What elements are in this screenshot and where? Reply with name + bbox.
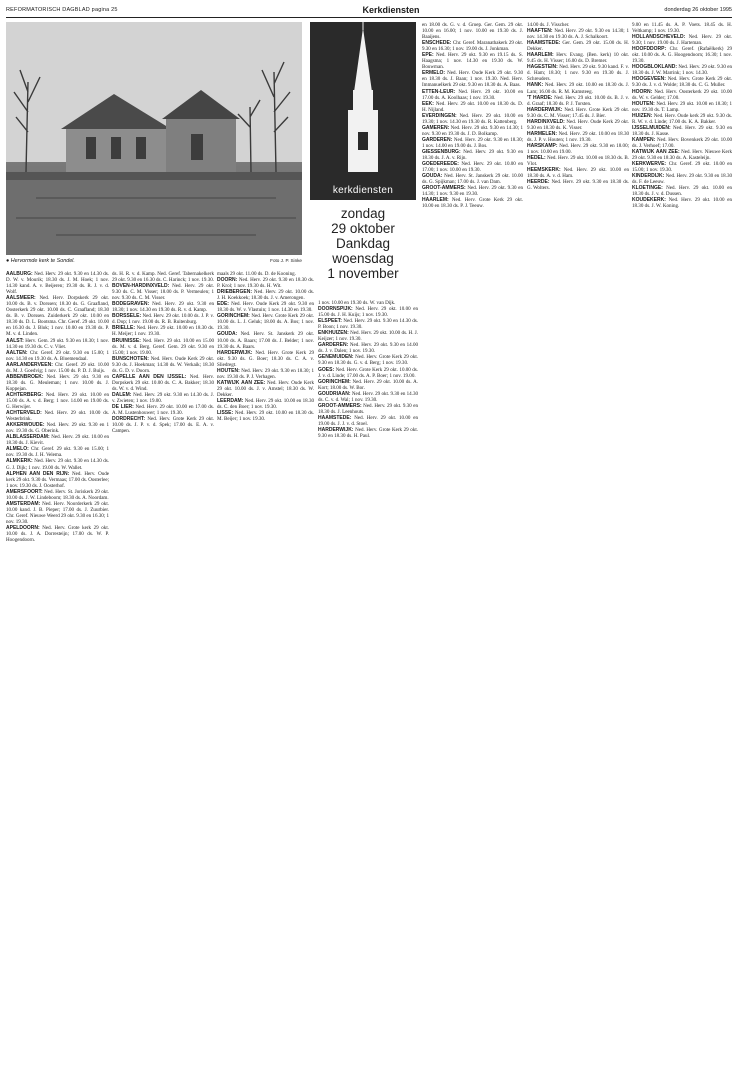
service-details: Ned. Herv. 29 okt. 10.00 en 15.00 ds. J. H. Kuijs; 1 nov. 19.30. (318, 306, 418, 319)
listing-entry (422, 101, 523, 113)
service-details: Ned. Herv. 29 okt. 10.00 en 18.30 ds. M. Beijer; 1 nov. 19.30. (217, 410, 314, 423)
listing-entry (632, 161, 732, 173)
listing-entry (632, 46, 732, 64)
page-header (6, 4, 732, 16)
banner-dark-panel (310, 22, 416, 200)
service-details: 1 nov. 10.00 en 19.30 ds. W. van Dijk. (318, 300, 396, 306)
place-name: DORDRECHT: (112, 416, 146, 423)
listing-entry (318, 391, 418, 403)
listing-entry (217, 277, 314, 289)
caption-text: ● Hervormde kerk te Sondel. (6, 258, 75, 264)
listing-column-5 (422, 22, 523, 1062)
newspaper-name: REFORMATORISCH DAGBLAD pagina 25 (6, 7, 118, 13)
banner-line-2: 29 oktober (331, 221, 395, 236)
service-details: Ned. Herv. 29 okt. 9.30 kand. F. v. d. Ham; 18.30; 1 nov. 9.30 en 19.30 ds. J. Schreuders. (527, 64, 629, 83)
listing-entry (6, 489, 109, 501)
service-details: Ned. Herv. 29 okt. 10.00 en 17.00 ds. A. Koolhaas; 1 nov. 19.30. (422, 88, 523, 101)
service-details: Chr. Geref. 29 okt. 9.30 en 15.00; 1 nov. 19.30 ds. J. H. Velema. (6, 446, 109, 459)
listing-entry (527, 52, 629, 64)
service-details: ds. H. R. v. d. Kamp. Ned. Geref. Tabernakelkerk 29 okt. 9.30 en 16.30 ds. C. Harinck; 1 nov. 19.30. (112, 271, 214, 284)
listing-entry (527, 167, 629, 179)
place-name: EPE: (422, 52, 434, 59)
place-name: GARDEREN: (318, 342, 349, 349)
banner-line-1: zondag (340, 206, 386, 221)
listing-entry (422, 173, 523, 185)
service-details: Herv. Evang. (Ben. kerk) 10 okt. 9.45 ds. H. Visser; 16.00 ds. D. Bremer. (527, 52, 629, 65)
service-details: Ned. Herv. Grote Kerk 29 okt. 10.00 ds. J. P. v. d. Spek; 17.00 ds. E. A. v. Campen. (112, 416, 214, 435)
listing-column-2 (112, 271, 214, 1061)
service-details: Ned. Herv. Grote Kerk 29 okt. 10.00 ds. J. v. d. Linde; 17.00 ds. A. P. Boer; 1 nov. 19.00. (318, 366, 418, 379)
service-details: Ned. Herv. 29 okt. 10.00 en 18.30 ds. A. v. d. Ham. (527, 167, 629, 180)
listing-entry (6, 501, 109, 525)
photo-caption (6, 258, 302, 266)
listing-entry (422, 125, 523, 137)
service-details: Ned. Herv. Dorpskerk 29 okt. 10.00 ds. C. A. Bakker; 18.30 ds. W. v. d. Wind. (112, 373, 214, 392)
place-name: DOORN: (217, 277, 238, 284)
place-name: BRUINISSE: (112, 337, 141, 344)
listing-entry (527, 143, 629, 155)
place-name: LISSE: (217, 410, 234, 417)
service-details: Ned. Herv. 29 okt. 10.00 ds. Westerbrink. (6, 410, 109, 423)
place-name: ENKHUIZEN: (318, 330, 349, 337)
listing-column-3 (217, 271, 314, 1061)
place-name: 'T HARDE: (527, 94, 553, 101)
service-details: Ned. Herv. Oude kerk 29 okt. 9.30 ds. R. W. v. d. Linde; 17.00 ds. K. A. Bakker. (632, 112, 732, 125)
place-name: GOUDRIAAN: (318, 390, 351, 397)
service-details: Ned. Herv. 29 okt. 9.30 en 18.30 ds. J. Leenhouts. (318, 402, 418, 415)
service-details: Ned. Herv. Oude Kerk 29 okt. 9.30 en 18.30 ds. W. v. Vlastuin; 1 nov. 14.30 en 19.30. (217, 301, 314, 314)
listing-entry (6, 422, 109, 434)
place-name: KAMPEN: (632, 136, 656, 143)
listing-entry (422, 185, 523, 197)
listing-entry (422, 137, 523, 149)
place-name: GARDEREN: (422, 136, 453, 143)
place-name: ELSPEET: (318, 318, 342, 325)
place-name: DOORNSPIJK: (318, 306, 353, 313)
service-details: 14.00 ds. J. Visscher. (527, 22, 570, 28)
listing-entry (112, 392, 214, 404)
listing-entry (112, 356, 214, 374)
service-details: Ned. Herv. Grote Kerk 29 okt. 10.00 ds. L. J. Geluk; 18.00 ds. A. Bos; 1 nov. 19.30. (217, 313, 314, 332)
listing-entry (6, 374, 109, 392)
place-name: DE LIER: (112, 404, 134, 411)
listing-entry (527, 64, 629, 82)
listing-entry (632, 185, 732, 197)
place-name: GAMEREN: (422, 124, 450, 131)
listing-entry (217, 398, 314, 410)
listing-entry (632, 125, 732, 137)
place-name: HOOFDDORP: (632, 46, 667, 53)
service-details: maals 29 okt. 11.00 ds. D. de Kooning. (217, 271, 296, 277)
service-details: Ned. Herv. Oosterkerk 29 okt. 10.00 ds. W. v. Gelder; 17.00. (632, 88, 732, 101)
listing-entry (112, 325, 214, 337)
service-details: Ned. Herv. 29 okt. 10.00 en 18.30 ds. J. Kievit. (6, 434, 109, 447)
service-details: Ned. Herv. 29 okt. 10.00 en 18.30 ds. D. H. Nijland. (422, 100, 523, 113)
service-details: Ned. Herv. 29 okt. 9.30 en 14.30 ds. P. Boon; 1 nov. 19.30. (318, 318, 418, 331)
listing-entry (112, 301, 214, 313)
banner-dates (310, 200, 416, 281)
listing-entry (6, 525, 109, 543)
place-name: KERKWERVE: (632, 161, 667, 168)
service-details: Ned. Herv. Nieuwe Kerk 29 okt. 9.30 en 18.30 ds. A. Kasteleijn. (632, 148, 732, 162)
listing-entry (318, 403, 418, 415)
listing-entry (318, 306, 418, 318)
service-details: Ned. Herv. 29 okt. 9.30 en 18.30 ds. F. de Leeuw. (632, 173, 732, 186)
service-details: Ned. Herv. 29 okt. 9.30 en 14.00 ds. J. v. Dalen; 1 nov. 19.30. (318, 342, 418, 355)
service-details: Ned. Herv. 29 okt. 9.30 en 18.30; 1 nov. 14.30 en 19.30 ds. R. v. d. Kamp. (112, 301, 214, 314)
place-name: GOUDA: (217, 331, 238, 338)
place-name: IJSSELMUIDEN: (632, 124, 671, 131)
listing-entry (6, 471, 109, 489)
listing-entry (527, 82, 629, 94)
place-name: BRIELLE: (112, 325, 136, 332)
service-details: Ned. Herv. 29 okt. 9.30 en 14.30; 1 nov. 14.30 en 19.30 ds. A. J. Schalkoort. (527, 28, 629, 41)
banner-line-4: woensdag (332, 251, 394, 266)
service-details: Ned. Herv. 29 okt. 10.00 ds. A. Kort; 18.00 ds. W. Bor. (318, 378, 418, 391)
service-details: Ned. Herv. 29 okt. 10.00 en 18.30 ds. C. den Boer; 1 nov. 19.30. (217, 397, 314, 411)
listing-entry (6, 434, 109, 446)
listing-entry (632, 149, 732, 161)
listing-entry (318, 427, 418, 439)
listing-entry (217, 350, 314, 368)
place-name: HARDINXVELD: (527, 118, 565, 125)
service-details: Ned. Herv. 29 okt. 9.30 en 18.30 ds. G. Meuleman; 1 nov. 10.00 ds. J. Koppejan. (6, 373, 109, 392)
service-details: Ned. Herv. 29 okt. 9.30 en 18.30 ds. J. A. v. Rijn. (422, 148, 523, 162)
place-name: AMERSFOORT: (6, 488, 43, 495)
place-name: AALBURG: (6, 271, 33, 277)
place-name: HANK: (527, 82, 544, 89)
service-details: Ned. Herv. 29 okt. 10.00 ds. J. H. Koekkoek; 18.30 ds. J. v. Amerongen. (217, 289, 314, 302)
listing-entry (422, 113, 523, 125)
service-details: Ned. Herv. 29 okt. 9.30 en 14.30 ds. J. v. Zwieten; 1 nov. 19.00. (112, 391, 214, 404)
place-name: HARMELEN: (527, 130, 557, 137)
place-name: HAARLEM: (527, 52, 554, 59)
place-name: HOUTEN: (632, 100, 655, 107)
place-name: ACHTERBERG: (6, 391, 43, 398)
place-name: HEEMSKERK: (527, 167, 561, 174)
place-name: HAGESTEIN: (527, 64, 558, 71)
service-details: Ned. Herv. Grote Kerk 29 okt. 9.30 en 18.30 ds. G. v. d. Berg; 1 nov. 19.30. (318, 354, 418, 367)
listing-entry (6, 350, 109, 362)
listing-entry (112, 404, 214, 416)
listing-entry (217, 380, 314, 398)
place-name: AALTEN: (6, 349, 28, 356)
place-name: HEERDE: (527, 179, 550, 186)
service-details: Ned. Herv. 29 okt. 10.00 en 15.00 ds. M. v. d. Berg. Geref. Gem. 29 okt. 9.30 en 15.00; 1 nov. 19.00. (112, 337, 214, 356)
listing-entry (422, 161, 523, 173)
place-name: KINDERDIJK: (632, 173, 665, 180)
service-details: Ned. Herv. 29 okt. 9.30 en 14.30; 1 nov. 9.30 en 19.30 ds. J. D. Bolkamp. (422, 124, 523, 137)
place-name: ETTEN-LEUR: (422, 88, 456, 95)
place-name: HOORN: (632, 88, 653, 95)
listing-entry (527, 155, 629, 167)
listing-entry (422, 52, 523, 70)
service-details: Ned. Herv. 29 okt. 10.00 en 19.30; 1 nov. 14.30 en 19.30 ds. R. Kattenberg. (422, 112, 523, 125)
service-details: Ned. Herv. 29 okt. 10.00 en 19.00 ds. J. J. v. d. Stoel. (318, 414, 418, 427)
place-name: ALMKERK: (6, 458, 33, 465)
listing-entry (6, 338, 109, 350)
listing-entry (318, 367, 418, 379)
service-details: Ned. Herv. 29 okt. 9.30 en 14.30; 1 nov. 9.30 en 19.30. (422, 185, 523, 198)
service-details: Chr. Geref. (Rafaëlkerk) 29 okt. 10.00 ds. A. G. Hoogendoorn; 16.30; 1 nov. 19.30. (632, 46, 732, 65)
church-silhouette-icon (310, 22, 416, 200)
place-name: KLOETINGE: (632, 185, 663, 192)
place-name: ALPHEN AAN DEN RIJN: (6, 470, 70, 477)
place-name: GORINCHEM: (217, 313, 250, 320)
listing-entry (527, 131, 629, 143)
listing-entry (6, 362, 109, 374)
service-details: Ned. Herv. 29 okt. 9.30 en 18.30 ds. P. Krol; 1 nov. 19.30 ds. H. Wit. (217, 277, 314, 290)
listing-entry (112, 338, 214, 356)
service-details: 9.00 en 11.45 ds. A. P. Voets. 18.45 ds. H. Veltkamp; 1 nov. 19.30. (632, 22, 732, 35)
service-details: Ned. Herv. 29 okt. 10.00 en 18.30 ds. J. W. Koning. (632, 197, 732, 210)
place-name: HAAFTEN: (527, 28, 553, 35)
service-details: Ned. Herv. Grote Kerk 29 okt. 9.30 ds. C. M. Visser; 17.45 ds. J. Bier. (527, 106, 629, 119)
photo-credit: Foto J. P. Sinke (270, 258, 302, 263)
service-details: Ned. Herv. 29 okt. 9.30 en 14.30 ds. D. W. v. Mourik; 18.30 ds. J. M. Hoek; 1 nov. 14.30 kand. A. v. Beijeren; 19.30 ds. R. J. v. d. Wolf. (6, 271, 109, 296)
service-details: Ned. Herv. 29 okt. 9.30 en 18.00; 1 nov. 10.00 en 19.00. (527, 142, 629, 155)
listing-entry (217, 289, 314, 301)
listing-entry (112, 283, 214, 301)
listing-entry (112, 416, 214, 434)
place-name: HOLLANDSCHEVELD: (632, 34, 686, 41)
banner-title: kerkdiensten (332, 185, 394, 196)
issue-date: donderdag 26 oktober 1995 (664, 7, 732, 13)
service-details: Chr. Geref. 29 okt. 9.30 en 15.00; 1 nov. 14.30 en 19.30 ds. A. Bloemendaal. (6, 349, 109, 362)
listing-entry (422, 149, 523, 161)
service-details: Ned. Herv. 29 okt. 9.30 en 14.30 ds. G. J. Dijk; 1 nov. 19.00 ds. W. Wallet. (6, 458, 109, 471)
service-details: en 18.00 ds. G. v. d. Groep. Ger. Gem. 29 okt. 10.00 en 16.00; 1 nov. 10.00 en 19.30 ds. J. Baaijens. (422, 22, 523, 41)
place-name: ALBLASSERDAM: (6, 434, 50, 441)
place-name: DRIEBERGEN: (217, 289, 253, 296)
listing-entry (632, 34, 732, 46)
service-details: Chr. Geref. 29 okt. 10.00 en 15.00; 1 nov. 19.30. (632, 161, 732, 174)
service-details: Ned. Herv. Oude Kerk 29 okt. 9.30 en 18.30 ds. J. Baan; 1 nov. 19.30. Ned. Herv. Immanuelkerk 29 okt. 9.30 en 18.30 ds. A. Baas. (422, 70, 523, 89)
listing-entry (422, 40, 523, 52)
service-details: Ned. Herv. 29 okt. 9.30 en 18.30 ds. J. Kasse. (632, 124, 732, 137)
church-photo (6, 22, 302, 255)
place-name: GOEDEREEDE: (422, 161, 459, 168)
service-details: Ned. Herv. 29 okt. 9.30 en 14.30 ds. C. v. d. Wal; 1 nov. 19.30. (318, 390, 418, 403)
place-name: APELDOORN: (6, 524, 40, 531)
place-name: EDE: (217, 301, 229, 308)
place-name: HARDERWIJK: (527, 106, 563, 113)
place-name: ALMELO: (6, 446, 29, 453)
place-name: ENSCHEDE: (422, 40, 452, 47)
service-details: Ned. Herv. Oude kerk 29 okt. 9.30 ds. Vermaas; 17.00 ds. Oosterlee; 1 nov. 19.30 ds. J. Oosterhof. (6, 470, 109, 489)
listing-entry (632, 101, 732, 113)
listing-entry (318, 318, 418, 330)
place-name: HAAMSTEDE: (318, 414, 352, 421)
service-details: Ned. Herv. Dorpskerk 29 okt. 10.00 ds. B. v. Dorssen; 18.30 ds. G. Graafland, Oosterkerk 29 okt. 10.00 ds. C. Graafland; 18.30 ds. B. v. Dorssen. Zuiderkerk 29 okt. 10.00 en 18.30 ds. D. L. Bootsma. Chr. Geref. 29 okt. 10.00 en 16.30 ds. J. Blok; 1 nov. 10.00 en 19.30 ds. P. M. v. d. Linden. (6, 295, 109, 338)
listing-entry (318, 415, 418, 427)
place-name: GENEMUIDEN: (318, 354, 354, 361)
service-details: Chr. Geref. 29 okt. 10.00 ds. M. J. Goedvig; 1 nov. 15.00 ds. P. D. J. Buijs. (6, 361, 109, 374)
listing-entry (6, 410, 109, 422)
listing-entry (632, 22, 732, 34)
place-name: AALSMEER: (6, 295, 36, 302)
listing-entry (112, 271, 214, 283)
service-details: Ned. Herv. 29 okt. 10.00 ds. H. J. Keijzer; 1 nov. 19.30. (318, 330, 418, 343)
place-name: HUIZEN: (632, 112, 653, 119)
service-details: Ned. Herv. 29 okt. 9.30 en 18.30 ds. J. W. Marrink; 1 nov. 14.30. (632, 64, 732, 77)
listing-entry (632, 89, 732, 101)
listing-entry (318, 342, 418, 354)
place-name: GORINCHEM: (318, 378, 351, 385)
listing-column-7 (632, 22, 732, 1062)
listing-entry (422, 89, 523, 101)
listing-entry (6, 446, 109, 458)
place-name: CAPELLE AAN DEN IJSSEL: (112, 373, 187, 380)
place-name: HARDERWIJK: (217, 349, 253, 356)
listing-entry (217, 301, 314, 313)
service-details: Ned. Herv. 29 okt. 10.00 en 18.30 ds. J. Lam; 16.00 ds. R. M. Kamsteeg. (527, 82, 629, 95)
church-illustration (6, 22, 302, 255)
service-details: Herv. Gem. 29 okt. 9.30 en 18.30; 1 nov. 14.30 en 19.30 ds. C. v. Vliet. (6, 337, 109, 350)
service-details: Ned. Herv. Grote Kerk 29 okt. 9.30 ds. J. v. d. Wolde; 18.30 ds. C. G. Muller. (632, 76, 732, 89)
place-name: AARLANDERVEEN: (6, 361, 53, 368)
place-name: ACHTERVELD: (6, 410, 42, 417)
service-details: Ned. Herv. 29 okt. 9.30 en 19.15 ds. S. Haagsma; 1 nov. 14.30 en 19.30 ds. W. Bouwman. (422, 52, 523, 71)
service-details: Ned. Herv. Grote kerk 29 okt. 10.00 ds. J. A. Dorresteijn; 17.00 ds. W. P. Hoogendoorn. (6, 524, 109, 544)
service-details: Ned. Herv. Oude Kerk 29 okt. 9.30 ds. J. Hoekman; 14.30 ds. W. Verkaik; 18.30 ds. G. D. v. Doorn. (112, 355, 214, 374)
listing-entry (217, 313, 314, 331)
listing-entry (422, 197, 523, 209)
listing-column-1 (6, 271, 109, 1061)
listing-entry (632, 137, 732, 149)
place-name: GOES: (318, 366, 335, 373)
listing-entry (112, 374, 214, 392)
banner-line-5: 1 november (327, 266, 399, 281)
service-details: Ned. Herv. 29 okt. 10.00 en 15.00 ds. A. v. d. Berg; 1 nov. 14.00 en 19.00 ds. G. Herwijer. (6, 391, 109, 411)
place-name: HOUTEN: (217, 367, 240, 374)
listing-entry (217, 410, 314, 422)
place-name: GOUDA: (422, 173, 443, 180)
service-details: Ned. Herv. Oude Kerk 29 okt. 10.00 ds. J. v. Amstel; 18.30 ds. W. Dekker. (217, 379, 314, 398)
listing-entry (318, 330, 418, 342)
service-details: Ned. Herv. 29 okt. 10.00 en 18.30 ds. J. P. v. Houten; 1 nov. 19.30. (527, 130, 629, 143)
listing-entry (527, 119, 629, 131)
listing-entry (6, 458, 109, 470)
service-details: Ned. Herv. 29 okt. 10.00 en 18.30 ds. B. Vlot. (527, 155, 629, 168)
place-name: HOOGBLOKLAND: (632, 64, 677, 71)
place-name: AMSTERDAM: (6, 500, 41, 507)
kerkdiensten-banner (310, 22, 416, 294)
listing-entry (632, 173, 732, 185)
service-details: Chr. Geref. Maranathakerk 29 okt. 9.30 en 16.30; 1 nov. 19.00 ds. J. Jonkman. (422, 40, 523, 53)
service-details: Ned. Herv. 29 okt. 10.00 ds. J. P. v. d. Dop; 1 nov. 19.00 ds. R. B. Ruitenburg. (112, 313, 214, 326)
service-details: Ned. Herv. St. Joriskerk 29 okt. 10.00 ds. J. W. Lindeboom; 18.30 ds. A. Noordam. (6, 488, 109, 501)
place-name: HARDERWIJK: (318, 426, 354, 433)
service-details: Ned. Herv. 29 okt. 9.30 en 18.30; 1 nov. 19.30 ds. P. J. Verhagen. (217, 367, 314, 380)
place-name: HOOGEVEEN: (632, 76, 666, 83)
place-name: LEERDAM: (217, 397, 244, 404)
service-details: Ned. Herv. St. Janskerk 29 okt. 10.00 ds. A. Baars; 17.00 ds. J. Belder; 1 nov. 19.30 ds. A. Baars. (217, 331, 314, 350)
header-rule (6, 17, 732, 18)
listing-entry (632, 76, 732, 88)
service-details: Ned. Herv. 29 okt. 9.30 en 18.30 ds. G. Wolters. (527, 179, 629, 192)
service-details: Ned. Herv. 29 okt. 10.00 en 18.30 ds. J. v. d. Dussen. (632, 185, 732, 198)
service-details: Ned. Herv. 29 okt. 9.30 ds. C. M. Visser; 18.00 ds. P. Vermeulen; 1 nov. 9.30 ds. C. M. Visser. (112, 283, 214, 302)
listing-entry (632, 197, 732, 209)
listing-entry (527, 107, 629, 119)
service-details: Ned. Herv. 29 okt. 9.30 en 18.30; 1 nov. 14.00 en 19.00 ds. J. Bos. (422, 136, 523, 149)
listing-entry (318, 379, 418, 391)
place-name: GIESSENBURG: (422, 148, 461, 155)
listing-entry (112, 313, 214, 325)
place-name: EEK: (422, 100, 434, 107)
listing-entry (527, 40, 629, 52)
place-name: ABBENBROEK: (6, 373, 44, 380)
listing-entry (422, 22, 523, 40)
section-title: Kerkdiensten (362, 5, 420, 15)
place-name: AALST: (6, 337, 24, 344)
service-details: Ned. Herv. 29 okt. 10.00 en 17.00 ds. A. M. Lustenhouwer; 1 nov. 19.30. (112, 404, 214, 417)
service-details: Ned. Herv. Grote Kerk 29 okt. 9.30 ds. G. Boer; 18.30 ds. C. A. v. Sliedregt. (217, 349, 314, 368)
place-name: BODEGRAVEN: (112, 301, 150, 308)
banner-line-3: Dankdag (335, 236, 391, 251)
service-details: Ned. Herv. 29 okt. 10.00 en 18.30; 1 nov. 19.30 ds. T. Lamp. (632, 100, 732, 113)
listing-entry (217, 331, 314, 349)
place-name: HAAMSTEDE: (527, 40, 561, 47)
service-details: Ned. Herv. Grote Kerk 29 okt. 9.30 en 18.30 ds. H. Paul. (318, 426, 418, 440)
service-details: Ger. Gem. 29 okt. 15.00 ds. H. Dekker. (527, 40, 629, 53)
service-details: Ned. Herv. Noorderkerk 29 okt. 10.00 kand. J. B. Pieper; 17.00 ds. J. Zuurbier. Chr. Geref. Nieuwe Weerd 29 okt. 9.30 en 16.30; 1 nov. 19.30. (6, 500, 109, 525)
service-details: Ned. Herv. Bovenkerk 29 okt. 10.00 ds. J. Verhoef; 17.00. (632, 136, 732, 149)
service-details: Ned. Herv. St. Janskerk 29 okt. 10.00 ds. G. Spijkman; 17.00 ds. J. van Dam. (422, 173, 523, 186)
listing-entry (527, 179, 629, 191)
place-name: BOVEN-HARDINXVELD: (112, 283, 170, 290)
listing-column-4 (318, 300, 418, 1060)
place-name: HAARLEM: (422, 197, 449, 204)
caption-label: Hervormde kerk te Sondel. (10, 258, 75, 264)
listing-entry (632, 113, 732, 125)
service-details: Ned. Herv. Oude Kerk 29 okt. 9.30 en 18.30 ds. K. Visser. (527, 118, 629, 131)
service-details: Ned. Herv. 29 okt. 9.30; 1 nov. 19.00 ds. J. Harteman. (632, 34, 732, 47)
service-details: Ned. Herv. 29 okt. 9.30 en 1 nov. 19.30 ds. G. Oberink. (6, 422, 109, 435)
place-name: HEDEL: (527, 155, 546, 162)
listing-column-6 (527, 22, 629, 1062)
service-details: Ned. Herv. 29 okt. 10.00 ds. B. J. v. d. Graaf; 18.30 ds. P. J. Torsten. (527, 94, 629, 107)
service-details: Ned. Herv. 29 okt. 10.00 en 17.00; 1 nov. 10.00 en 19.30. (422, 161, 523, 174)
place-name: KATWIJK AAN ZEE: (217, 379, 266, 386)
listing-entry (6, 295, 109, 337)
listing-entry (6, 392, 109, 410)
listing-entry (318, 354, 418, 366)
place-name: KATWIJK AAN ZEE: (632, 148, 680, 155)
place-name: GROOT-AMMERS: (318, 402, 362, 409)
listing-entry (527, 95, 629, 107)
listing-entry (422, 70, 523, 88)
place-name: EVERDINGEN: (422, 112, 457, 119)
place-name: KOUDEKERK: (632, 197, 666, 204)
place-name: BUNSCHOTEN: (112, 355, 149, 362)
service-details: Ned. Herv. Grote Kerk 29 okt. 10.00 en 18.30 ds. P. J. Teeuw. (422, 197, 523, 210)
place-name: DALEM: (112, 391, 132, 398)
place-name: HARSKAMP: (527, 142, 558, 149)
place-name: ERMELO: (422, 70, 446, 77)
place-name: AKKERWOUDE: (6, 422, 45, 429)
listing-entry (527, 28, 629, 40)
place-name: BORSSELE: (112, 313, 142, 320)
listing-entry (6, 271, 109, 295)
listing-entry (632, 64, 732, 76)
listing-entry (217, 368, 314, 380)
service-details: Ned. Herv. 29 okt. 10.00 en 18.30 ds. H. Meijer; 1 nov. 19.30. (112, 325, 214, 338)
place-name: GROOT-AMMERS: (422, 185, 466, 192)
